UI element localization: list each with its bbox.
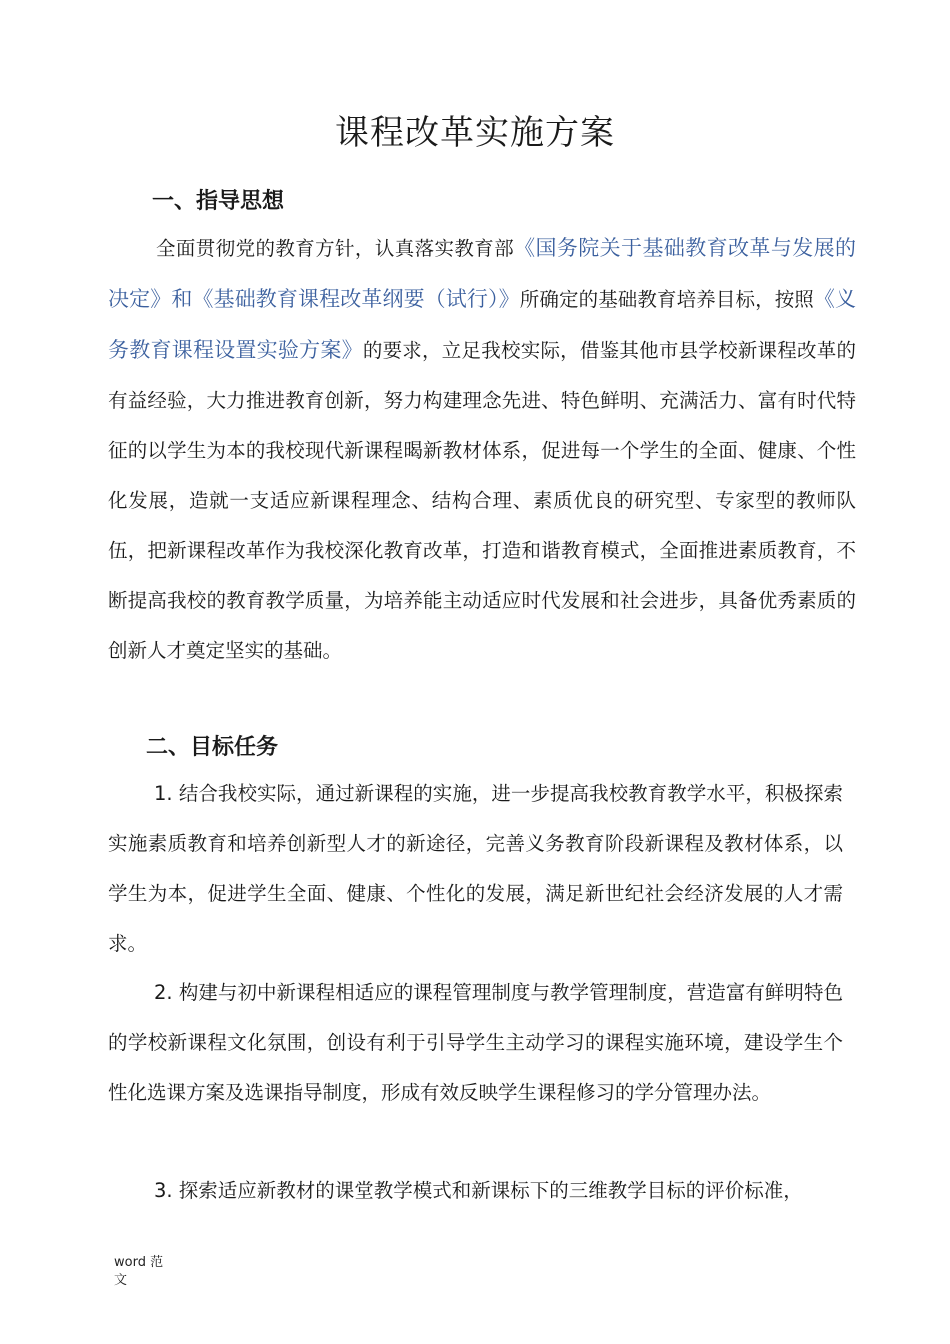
goal-item: 1. 结合我校实际，通过新课程的实施，进一步提高我校教育教学水平，积极探索实施素质教育和培养创新型人才的新途径，完善义务教育阶段新课程及教材体系，以学生为本，促进学生全面、健康、个性化的发展，满足新世纪社会经济发展的人才需求。 (108, 782, 843, 955)
section-heading-guiding-ideology: 一、指导思想 (152, 189, 285, 214)
goal-item: 3. 探索适应新教材的课堂教学模式和新课标下的三维教学目标的评价标准， (154, 1179, 803, 1202)
document-reference: 《义务教育课程设置实验方案》 (108, 287, 857, 362)
document-reference-conjunction: 和 (171, 287, 193, 311)
section-heading-goals: 二、目标任务 (146, 735, 279, 760)
paragraph-text: 的要求，立足我校实际，借鉴其他市县学校新课程改革的有益经验，大力推进教育创新，努力构建理念先进、特色鲜明、充满活力、富有时代特征的以学生为本的我校现代新课程暍新教材体系，促进每一个学生的全面、健康、个性化发展，造就一支适应新课程理念、结构合理、素质优良的研究型、专家型的教师队伍，把新课程改革作为我校深化教育改革，打造和谐教育模式，全面推进素质教育，不断提高我校的教育教学质量，为培养能主动适应时代发展和社会进步，具备优秀素质的创新人才奠定坚实的基础。 (108, 339, 856, 662)
document-reference: 《基础教育课程改革纲要（试行）》 (192, 287, 520, 311)
paragraph-text: 所确定的基础教育培养目标，按照 (519, 288, 814, 311)
goal-item: 2. 构建与初中新课程相适应的课程管理制度与教学管理制度，营造富有鲜明特色的学校新课程文化氛围，创设有利于引导学生主动学习的课程实施环境，建设学生个性化选课方案及选课指导制度，形成有效反映学生课程修习的学分管理办法。 (108, 981, 843, 1104)
paragraph-text: 全面贯彻党的教育方针，认真落实教育部 (156, 237, 515, 260)
document-title: 课程改革实施方案 (335, 113, 615, 153)
document-reference: 《国务院关于基础教育改革与发展的决定》 (108, 236, 856, 311)
guiding-ideology-paragraph (108, 223, 856, 676)
page-footer: word 范文 (114, 1255, 164, 1288)
